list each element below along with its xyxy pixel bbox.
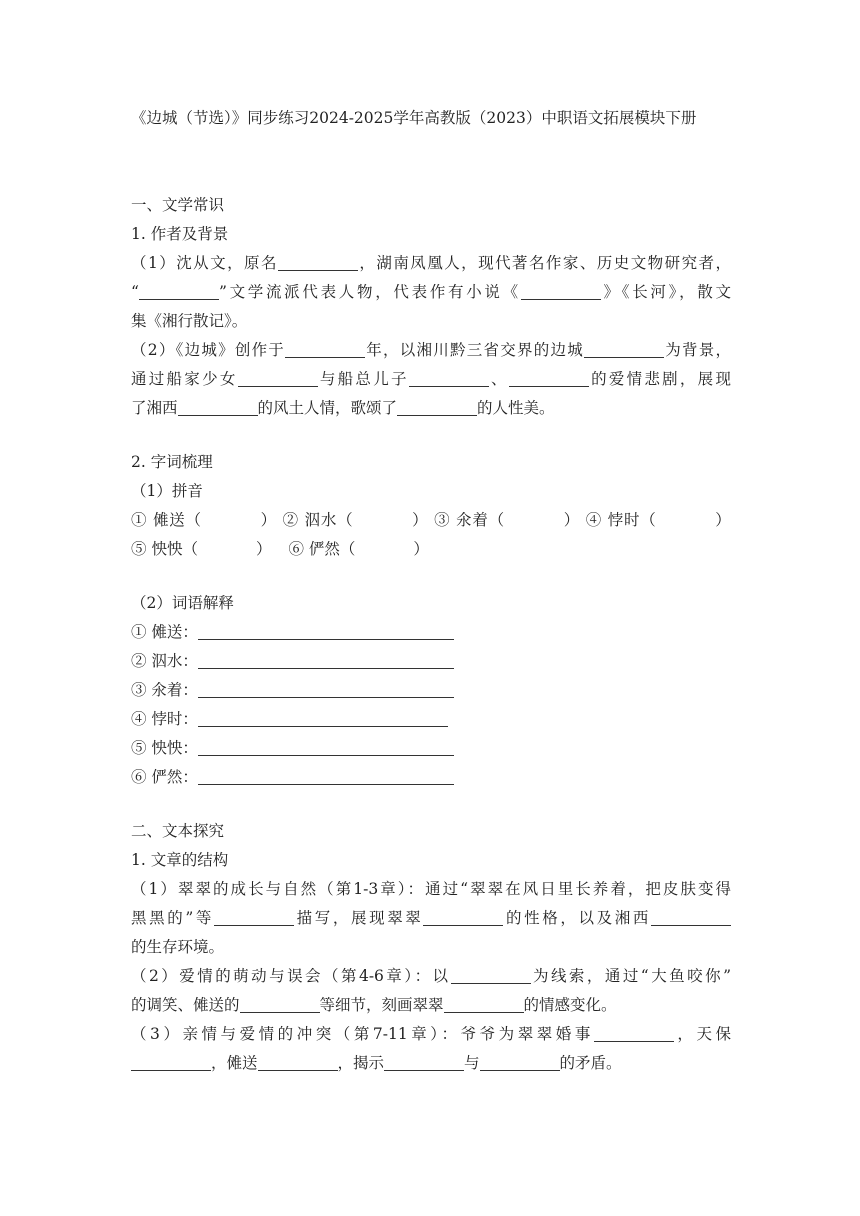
answer-blank[interactable] <box>594 1023 674 1042</box>
answer-blank[interactable] <box>238 368 318 387</box>
paragraph-line <box>131 962 731 991</box>
paragraph-line <box>131 278 731 307</box>
answer-blank[interactable] <box>131 1052 211 1071</box>
paragraph-line <box>131 336 731 365</box>
answer-blank[interactable] <box>397 397 477 416</box>
text-span: 》《长河》，散文 <box>600 283 731 301</box>
text-span: ，湖南凤凰人，现代著名作家、历史文物研究者， <box>357 254 731 272</box>
question-heading-vocabulary: 2. 字词梳理 <box>131 453 213 471</box>
answer-blank[interactable] <box>258 1052 338 1071</box>
answer-blank[interactable] <box>451 965 531 984</box>
answer-blank[interactable] <box>584 339 664 358</box>
pinyin-item: ⑥ 俨然（ ） <box>288 540 429 558</box>
sub-heading-word-explanation: （2）词语解释 <box>131 594 234 612</box>
answer-blank[interactable] <box>285 339 365 358</box>
explain-item: ③ 氽着： <box>131 676 731 705</box>
paragraph-line <box>131 365 731 394</box>
text-span: 与 <box>464 1054 480 1072</box>
answer-blank[interactable] <box>198 737 454 756</box>
pinyin-item: ③ 氽着（ ） <box>434 511 580 529</box>
answer-blank[interactable] <box>139 281 219 300</box>
text-span: 等细节，刻画翠翠 <box>319 996 444 1014</box>
text-span: ，揭示 <box>337 1054 385 1072</box>
answer-blank[interactable] <box>198 650 454 669</box>
explain-item: ④ 悖时： <box>131 705 731 734</box>
answer-blank[interactable] <box>240 994 320 1013</box>
paragraph-line <box>131 904 731 933</box>
pinyin-item: ④ 悖时（ ） <box>585 511 731 529</box>
answer-blank[interactable] <box>651 907 731 926</box>
text-span: （3）亲情与爱情的冲突（第7-11章）：爷爷为翠翠婚事 <box>131 1025 594 1043</box>
text-span: 、 <box>488 370 509 388</box>
text-span: （2）《边城》创作于 <box>131 341 286 359</box>
paragraph-line: （1）翠翠的成长与自然（第1-3章）：通过“翠翠在风日里长养着，把皮肤变得 <box>131 880 731 898</box>
section-heading-text-exploration: 二、文本探究 <box>131 822 225 840</box>
text-span: 年，以湘川黔三省交界的边城 <box>365 341 584 359</box>
paragraph-line <box>131 1049 731 1078</box>
text-span: 的矛盾。 <box>559 1054 622 1072</box>
paragraph-line: 的生存环境。 <box>131 938 225 956</box>
paragraph-line <box>131 394 731 423</box>
text-span: ，天保 <box>673 1025 731 1043</box>
paragraph-line <box>131 1020 731 1049</box>
answer-blank[interactable] <box>198 679 454 698</box>
pinyin-row <box>131 506 731 535</box>
answer-blank[interactable] <box>384 1052 464 1071</box>
explain-item: ⑤ 怏怏： <box>131 734 731 763</box>
text-span: 黑黑的”等 <box>131 909 214 927</box>
text-span: ，傩送 <box>211 1054 258 1072</box>
text-span: 的情感变化。 <box>523 996 617 1014</box>
text-span: 为背景， <box>664 341 731 359</box>
paragraph-line <box>131 249 731 278</box>
pinyin-item: ⑤ 怏怏（ ） <box>131 540 272 558</box>
text-span: ”文学流派代表人物，代表作有小说《 <box>218 283 521 301</box>
explain-item: ② 泅水： <box>131 647 731 676</box>
pinyin-row <box>131 535 731 564</box>
explain-item: ⑥ 俨然： <box>131 763 731 792</box>
text-span: “ <box>131 283 139 301</box>
text-span: （1）沈从文，原名 <box>131 254 278 272</box>
text-span: 为线索，通过“大鱼咬你” <box>530 967 731 985</box>
text-span: 的人性美。 <box>477 399 555 417</box>
sub-heading-pinyin: （1）拼音 <box>131 482 203 500</box>
answer-blank[interactable] <box>198 621 454 640</box>
pinyin-item: ② 泅水（ ） <box>282 511 429 529</box>
answer-blank[interactable] <box>178 397 258 416</box>
question-heading-structure: 1. 文章的结构 <box>131 851 229 869</box>
answer-blank[interactable] <box>198 766 454 785</box>
text-span: （2）爱情的萌动与误会（第4-6章）：以 <box>131 967 451 985</box>
text-span: 的爱情悲剧，展现 <box>588 370 731 388</box>
pinyin-item: ① 傩送（ ） <box>131 511 277 529</box>
answer-blank[interactable] <box>509 368 589 387</box>
answer-blank[interactable] <box>480 1052 560 1071</box>
page-title: 《边城（节选）》同步练习2024-2025学年高教版（2023）中职语文拓展模块下册 <box>131 109 697 127</box>
text-span: 的调笑、傩送的 <box>131 996 240 1014</box>
answer-blank[interactable] <box>409 368 489 387</box>
answer-blank[interactable] <box>214 907 294 926</box>
text-span: 通过船家少女 <box>131 370 238 388</box>
text-span: 描写，展现翠翠 <box>294 909 424 927</box>
paragraph-line <box>131 991 731 1020</box>
answer-blank[interactable] <box>198 708 448 727</box>
answer-blank[interactable] <box>423 907 503 926</box>
question-heading-author-background: 1. 作者及背景 <box>131 225 229 243</box>
section-heading-literary-knowledge: 一、文学常识 <box>131 196 225 214</box>
text-span: 与船总儿子 <box>317 370 409 388</box>
answer-blank[interactable] <box>444 994 524 1013</box>
text-span: 了湘西 <box>131 399 178 417</box>
answer-blank[interactable] <box>278 252 358 271</box>
explain-item: ① 傩送： <box>131 618 731 647</box>
answer-blank[interactable] <box>521 281 601 300</box>
paragraph-line: 集《湘行散记》。 <box>131 312 248 330</box>
text-span: 的性格，以及湘西 <box>503 909 651 927</box>
text-span: 的风土人情，歌颂了 <box>257 399 398 417</box>
document-page <box>131 104 731 1078</box>
